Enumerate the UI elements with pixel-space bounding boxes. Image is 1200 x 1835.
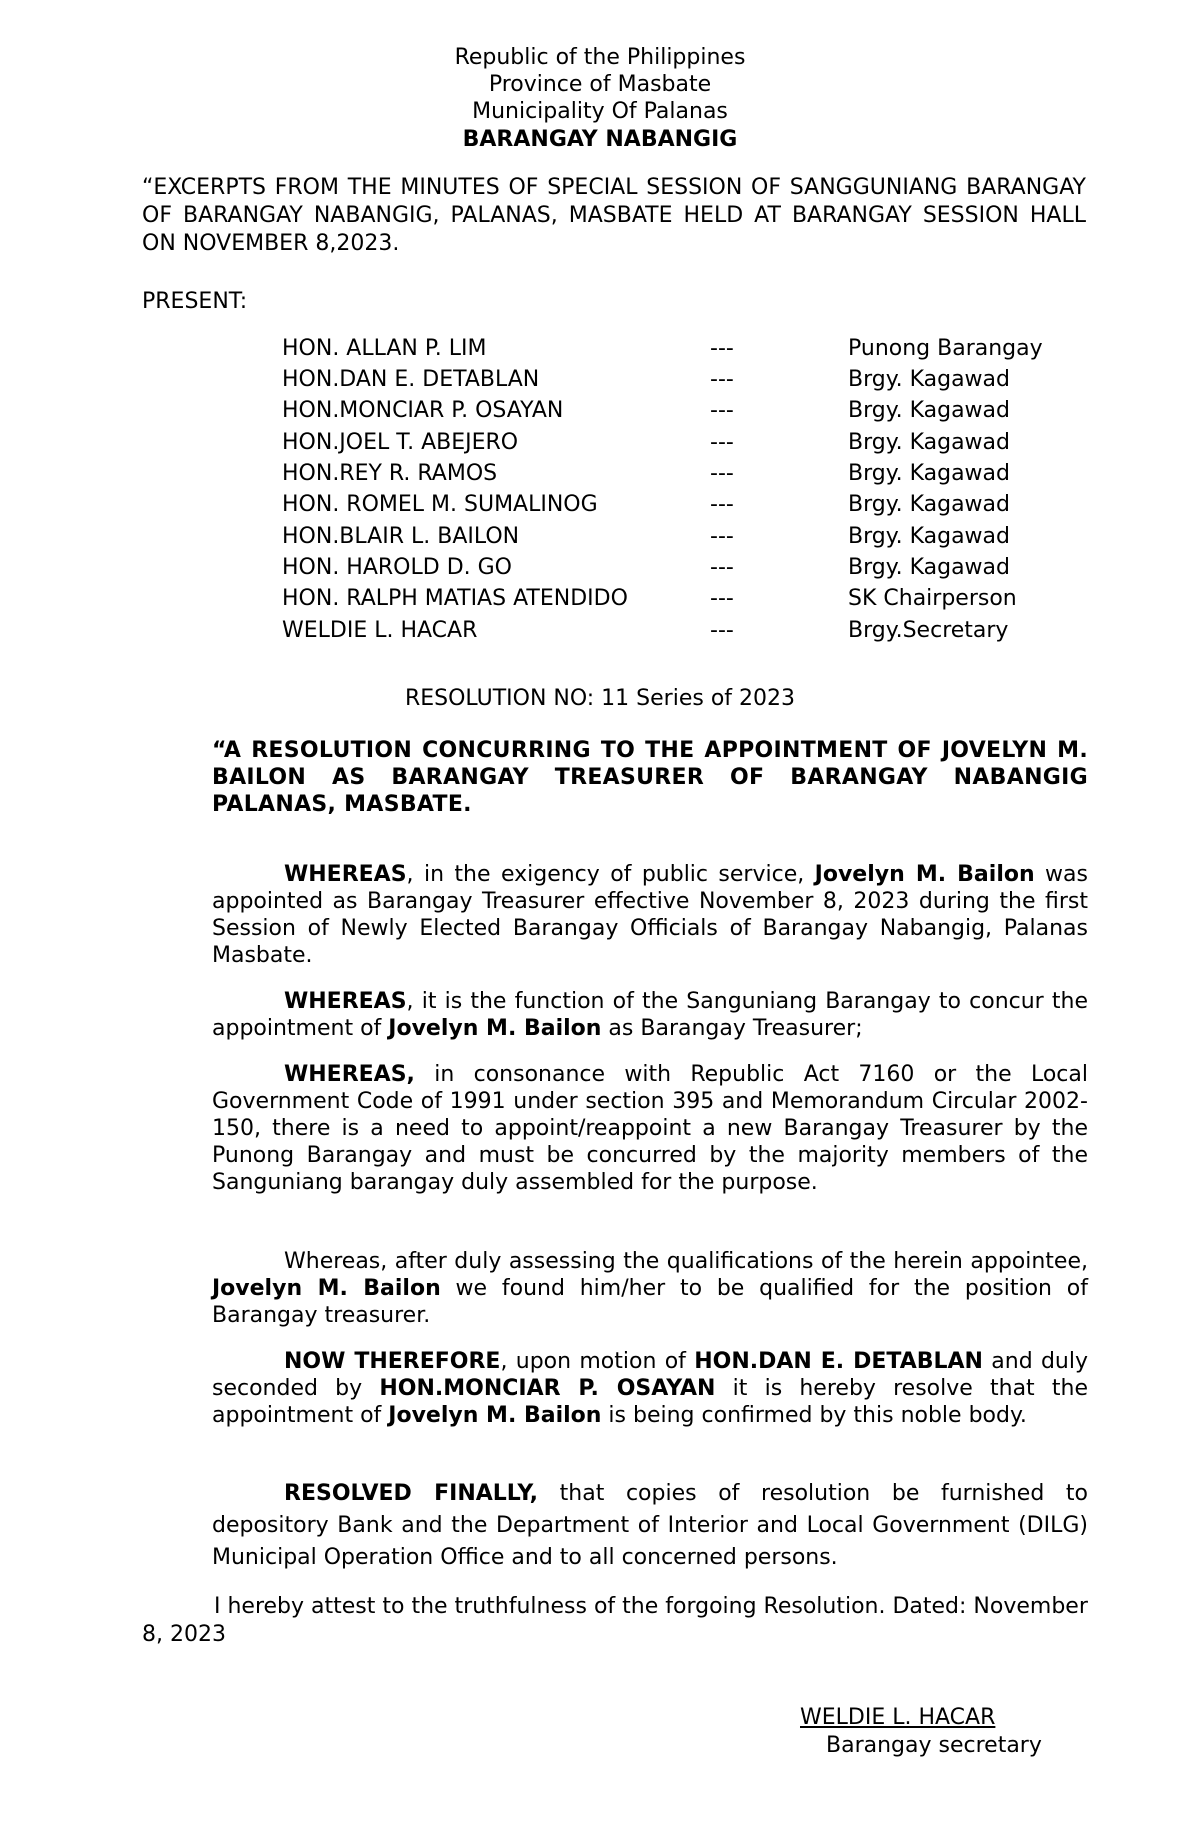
resolved-finally-paragraph xyxy=(212,1478,1088,1574)
roster-row xyxy=(282,397,1082,425)
paragraph-text: was appointed as Barangay Treasurer effective November 8, 2023 during the first Session of Newly Elected Barangay Officials of Barangay Nabangig, Palanas Masbate. xyxy=(212,862,1088,968)
resolved-lead: RESOLVED FINALLY, xyxy=(284,1481,539,1506)
appointee-name: Jovelyn M. Bailon xyxy=(388,1016,602,1041)
header-barangay: BARANGAY NABANGIG xyxy=(462,127,738,152)
roster-separator: --- xyxy=(710,430,734,455)
now-therefore-paragraph xyxy=(212,1348,1088,1429)
roster-name: HON.REY R. RAMOS xyxy=(282,461,498,486)
whereas-lead: WHEREAS xyxy=(284,862,407,887)
paragraph-text: we found him/her to be qualified for the position of Barangay treasurer. xyxy=(212,1276,1088,1328)
roster-separator: --- xyxy=(710,618,734,643)
roster-name: HON.JOEL T. ABEJERO xyxy=(282,430,519,455)
excerpt-heading: “EXCERPTS FROM THE MINUTES OF SPECIAL SESSION OF SANGGUNIANG BARANGAY OF BARANGAY NABANGIG, PALANAS, MASBATE HELD AT BARANGAY SESSION HALL ON NOVEMBER 8,2023. xyxy=(142,175,1086,256)
whereas-paragraph-1 xyxy=(212,861,1088,969)
paragraph-text: Whereas, after duly assessing the qualifications of the herein appointee, xyxy=(284,1249,1088,1274)
roster-row xyxy=(282,429,1082,457)
attestation-paragraph xyxy=(142,1593,1088,1649)
roster-position: Brgy. Kagawad xyxy=(848,461,1010,486)
roster-name: HON. ROMEL M. SUMALINOG xyxy=(282,492,598,517)
paragraph-text: , upon motion of xyxy=(500,1349,695,1374)
roster-position: Brgy.Secretary xyxy=(848,618,1009,643)
roster-row xyxy=(282,523,1082,551)
roster-position: Brgy. Kagawad xyxy=(848,555,1010,580)
paragraph-text: as Barangay Treasurer; xyxy=(601,1016,863,1041)
roster-separator: --- xyxy=(710,555,734,580)
roster-name: WELDIE L. HACAR xyxy=(282,618,478,643)
appointee-name: Jovelyn M. Bailon xyxy=(388,1403,602,1428)
roster-name: HON.MONCIAR P. OSAYAN xyxy=(282,398,564,423)
whereas-lead: WHEREAS xyxy=(284,989,407,1014)
attestation-text: I hereby attest to the truthfulness of the forgoing Resolution. Dated: November 8, 2023 xyxy=(142,1594,1088,1647)
mover-name: HON.DAN E. DETABLAN xyxy=(694,1349,983,1374)
roster-position: Brgy. Kagawad xyxy=(848,398,1010,423)
roster-row xyxy=(282,554,1082,582)
roster-position: Brgy. Kagawad xyxy=(848,430,1010,455)
roster-position: SK Chairperson xyxy=(848,586,1017,611)
roster-row xyxy=(282,585,1082,613)
roster-position: Brgy. Kagawad xyxy=(848,367,1010,392)
present-label: PRESENT: xyxy=(142,289,248,314)
roster-separator: --- xyxy=(710,367,734,392)
whereas-paragraph-4 xyxy=(212,1248,1088,1329)
seconder-name: HON.MONCIAR P. OSAYAN xyxy=(379,1376,716,1401)
paragraph-text: that copies of resolution be furnished to depository Bank and the Department of Interior and Local Government (DILG) Municipal Operation Office and to all concerned persons. xyxy=(212,1481,1089,1570)
signatory-title: Barangay secretary xyxy=(826,1733,1042,1758)
roster-separator: --- xyxy=(710,336,734,361)
roster-position: Brgy. Kagawad xyxy=(848,524,1010,549)
roster-row xyxy=(282,617,1082,645)
paragraph-text: , it is the function of the Sanguniang Barangay to concur the appointment of xyxy=(212,989,1088,1041)
roster-name: HON. ALLAN P. LIM xyxy=(282,336,487,361)
now-therefore-lead: NOW THEREFORE xyxy=(284,1349,501,1374)
roster-name: HON. RALPH MATIAS ATENDIDO xyxy=(282,586,628,611)
paragraph-text: , in the exigency of public service, xyxy=(406,862,815,887)
roster-row xyxy=(282,491,1082,519)
roster-separator: --- xyxy=(710,398,734,423)
roster-position: Punong Barangay xyxy=(848,336,1043,361)
roster-separator: --- xyxy=(710,586,734,611)
header-municipality: Municipality Of Palanas xyxy=(472,99,728,124)
paragraph-text: and duly seconded by xyxy=(212,1349,1088,1401)
header-republic: Republic of the Philippines xyxy=(454,45,746,70)
appointee-name: Jovelyn M. Bailon xyxy=(814,862,1035,887)
signatory-name: WELDIE L. HACAR xyxy=(800,1705,996,1730)
appointee-name: Jovelyn M. Bailon xyxy=(212,1276,441,1301)
paragraph-text: is being confirmed by this noble body. xyxy=(601,1403,1027,1428)
header-province: Province of Masbate xyxy=(488,72,712,97)
paragraph-text: it is hereby resolve that the appointment of xyxy=(212,1376,1088,1428)
roster-name: HON.DAN E. DETABLAN xyxy=(282,367,540,392)
resolution-title: “A RESOLUTION CONCURRING TO THE APPOINTMENT OF JOVELYN M. BAILON AS BARANGAY TREASURER OF BARANGAY NABANGIG PALANAS, MASBATE. xyxy=(212,738,1088,817)
whereas-paragraph-3 xyxy=(212,1061,1088,1196)
roster-separator: --- xyxy=(710,492,734,517)
roster-name: HON.BLAIR L. BAILON xyxy=(282,524,520,549)
roster-row xyxy=(282,366,1082,394)
roster-separator: --- xyxy=(710,461,734,486)
roster-name: HON. HAROLD D. GO xyxy=(282,555,512,580)
resolution-number: RESOLUTION NO: 11 Series of 2023 xyxy=(404,686,796,711)
whereas-lead: WHEREAS, xyxy=(284,1062,415,1087)
whereas-paragraph-2 xyxy=(212,988,1088,1042)
roster-position: Brgy. Kagawad xyxy=(848,492,1010,517)
roster-row xyxy=(282,335,1082,363)
paragraph-text: in consonance with Republic Act 7160 or the Local Government Code of 1991 under section 395 and Memorandum Circular 2002-150, there is a need to appoint/reappoint a new Barangay Treasurer by the Punong Barangay and must be concurred by the majority members of the Sanguniang barangay duly assembled for the purpose. xyxy=(212,1062,1088,1195)
roster-row xyxy=(282,460,1082,488)
roster-separator: --- xyxy=(710,524,734,549)
